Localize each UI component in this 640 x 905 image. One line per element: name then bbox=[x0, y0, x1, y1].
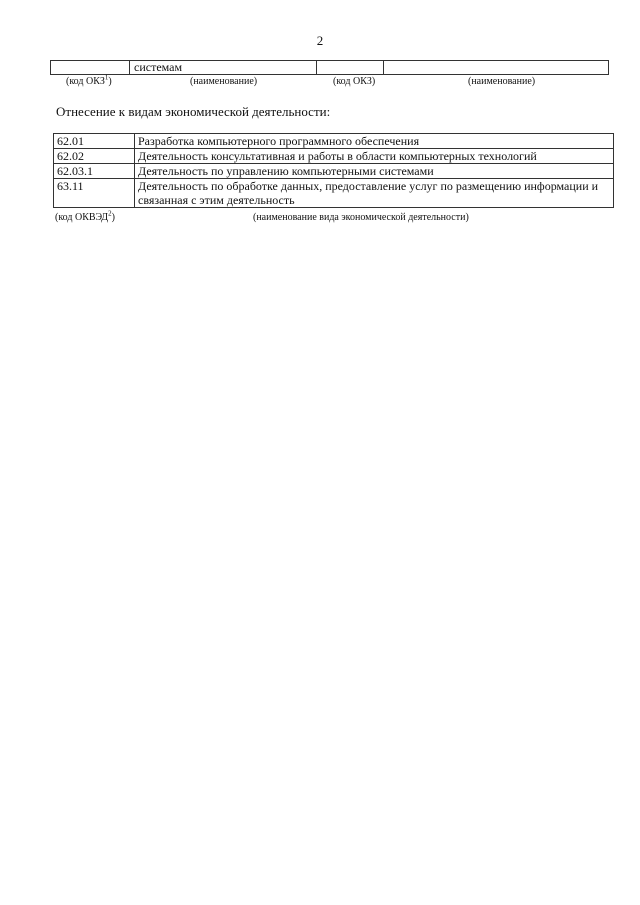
okz-name-caption-1: (наименование) bbox=[190, 76, 258, 87]
okved-name: Разработка компьютерного программного обеспечения bbox=[135, 134, 614, 149]
okved-code: 62.02 bbox=[54, 149, 135, 164]
okved-name: Деятельность по обработке данных, предоставление услуг по размещению информации и связанная с этим деятельность bbox=[135, 179, 614, 208]
table-row bbox=[54, 164, 614, 179]
table-row bbox=[54, 179, 614, 208]
okved-code: 62.03.1 bbox=[54, 164, 135, 179]
page-number: 2 bbox=[316, 33, 324, 48]
okz-code-cell-1 bbox=[51, 61, 130, 75]
okved-name: Деятельность по управлению компьютерными системами bbox=[135, 164, 614, 179]
okved-name-caption: (наименование вида экономической деятельности) bbox=[253, 212, 469, 223]
section-heading: Отнесение к видам экономической деятельности: bbox=[56, 104, 331, 119]
okz-code-cell-2 bbox=[317, 61, 384, 75]
table-row bbox=[54, 134, 614, 149]
okz-code-caption-2: (код ОКЗ) bbox=[333, 76, 376, 87]
okz-captions bbox=[50, 73, 620, 90]
okved-captions bbox=[53, 209, 614, 226]
okz-table bbox=[50, 60, 609, 75]
table-row bbox=[54, 149, 614, 164]
okz-table-row bbox=[51, 61, 609, 75]
okved-code: 62.01 bbox=[54, 134, 135, 149]
okz-name-cell-2 bbox=[384, 61, 609, 75]
okved-code: 63.11 bbox=[54, 179, 135, 208]
okved-name: Деятельность консультативная и работы в области компьютерных технологий bbox=[135, 149, 614, 164]
footnote-mark-2: 2 bbox=[108, 209, 112, 218]
okz-name-caption-2: (наименование) bbox=[468, 76, 536, 87]
okz-code-caption: (код ОКЗ$^1$) bbox=[66, 73, 112, 87]
footnote-mark-1: 1 bbox=[104, 73, 109, 82]
okved-table bbox=[53, 133, 614, 208]
okved-code-caption: (код ОКВЭД$^2$) bbox=[55, 209, 115, 223]
okz-name-cell-1: системам bbox=[130, 61, 317, 75]
